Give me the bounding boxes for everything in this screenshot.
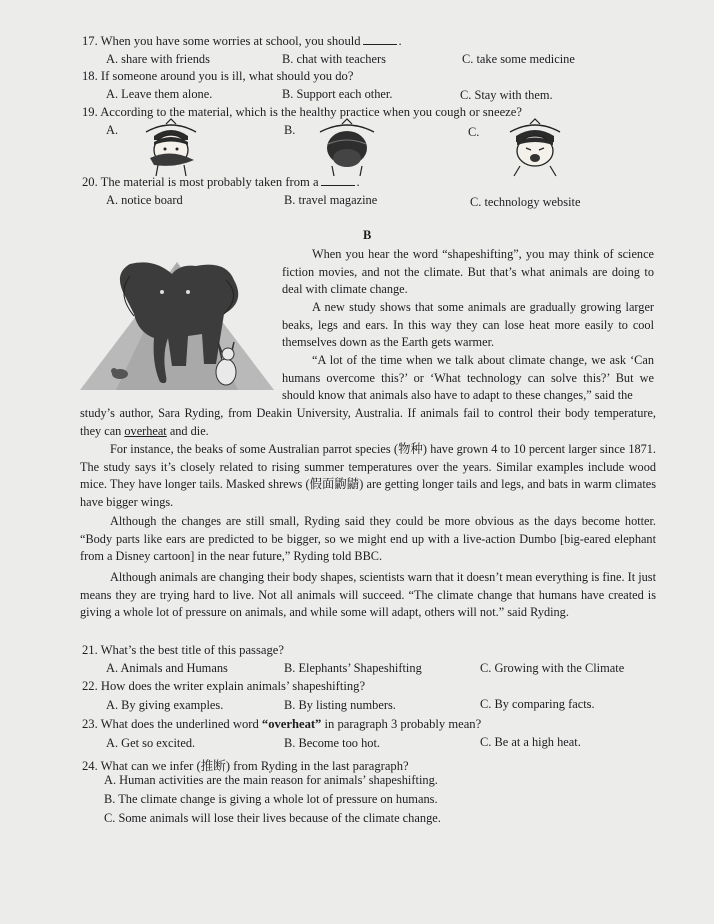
passage-paragraph-5: Although the changes are still small, Ryding said they could be more obvious as the days become hotter. “Body parts like ears are predicted to be bigger, so we might end up with a live-action Dumbo [big-eared elephant from a Disney cartoon] in the near future,” Ryding told BBC. [80, 514, 656, 564]
option-21b: B. Elephants’ Shapeshifting [284, 661, 422, 675]
passage-paragraph-3-bottom: study’s author, Sara Ryding, from Deakin University, Australia. If animals fail to control their body temperature, they can overheat and die. [80, 406, 656, 438]
option-24b: B. The climate change is giving a whole lot of pressure on humans. [104, 792, 438, 806]
option-17a: A. share with friends [106, 52, 210, 66]
question-21: 21. What’s the best title of this passage? [82, 643, 284, 657]
passage-paragraph-2: A new study shows that some animals are gradually growing larger beaks, legs and ears. In this way they can lose heat more easily to cool themselves down as the Earth gets warmer. [282, 300, 654, 350]
option-20c: C. technology website [470, 195, 581, 209]
option-24c: C. Some animals will lose their lives because of the climate change. [104, 811, 441, 825]
option-19c-label: C. [468, 125, 480, 139]
option-22b: B. By listing numbers. [284, 698, 396, 712]
option-23a: A. Get so excited. [106, 736, 196, 750]
option-23c: C. Be at a high heat. [480, 735, 581, 749]
question-20-stem: 20. The material is most probably taken from a [82, 175, 319, 189]
section-heading: B [363, 228, 372, 242]
question-18: 18. If someone around you is ill, what should you do? [82, 69, 354, 83]
child-cough-elbow-picture [136, 118, 206, 178]
option-22c: C. By comparing facts. [480, 697, 595, 711]
option-18c: C. Stay with them. [460, 88, 553, 102]
option-24a: A. Human activities are the main reason for animals’ shapeshifting. [104, 773, 438, 787]
question-23: 23. What does the underlined word “overheat” in paragraph 3 probably mean? [82, 717, 482, 731]
option-18b: B. Support each other. [282, 87, 393, 101]
option-17c: C. take some medicine [462, 52, 575, 66]
option-21c: C. Growing with the Climate [480, 661, 625, 675]
option-18a: A. Leave them alone. [106, 87, 213, 101]
passage-paragraph-3-top: “A lot of the time when we talk about climate change, we ask ‘Can humans overcome this?’ or ‘What technology can solve this?’ But we should know that animals also have to adapt to these changes,” said the [282, 353, 654, 403]
question-19: 19. According to the material, which is the healthy practice when you cough or sneeze? [82, 105, 522, 119]
underlined-word: overheat [124, 423, 167, 438]
question-20: 20. The material is most probably taken from a . [82, 175, 360, 189]
passage-paragraph-6: Although animals are changing their body shapes, scientists warn that it doesn’t mean everything is fine. It just means they are trying hard to live. Not all animals will succeed. “The climate change that humans have created is giving a whole lot of pressure on animals, and while some will adapt, others will not.” said Ryding. [80, 570, 656, 620]
question-17: 17. When you have some worries at school, you should . [82, 34, 402, 48]
answer-blank [363, 44, 397, 45]
option-21a: A. Animals and Humans [106, 661, 228, 675]
child-sneeze-open-picture [500, 118, 570, 178]
option-17b: B. chat with teachers [282, 52, 386, 66]
option-20b: B. travel magazine [284, 193, 378, 207]
option-20a: A. notice board [106, 193, 183, 207]
question-24: 24. What can we infer (推断) from Ryding in the last paragraph? [82, 759, 409, 773]
passage-paragraph-1: When you hear the word “shapeshifting”, you may think of science fiction movies, and not the climate. But that’s what animals are doing to deal with climate change. [282, 247, 654, 297]
option-23b: B. Become too hot. [284, 736, 381, 750]
passage-paragraph-4: For instance, the beaks of some Australian parrot species (物种) have grown 4 to 10 percent larger since 1871. The study says it’s closely related to rising summer temperatures over the years. Similar examples include wood mice. They have longer tails. Masked shrews (假面鼩鼱) are getting longer tails and legs, and bats in warm climates have bigger wings. [80, 442, 656, 509]
option-19a-label: A. [106, 123, 119, 137]
option-19b-label: B. [284, 123, 296, 137]
child-cough-hand-picture [312, 118, 382, 178]
question-22: 22. How does the writer explain animals’ shapeshifting? [82, 679, 366, 693]
answer-blank [321, 185, 355, 186]
question-17-stem: 17. When you have some worries at school, you should [82, 34, 361, 48]
quoted-word: “overheat” [261, 717, 322, 731]
elephant-illustration [76, 254, 278, 394]
option-22a: A. By giving examples. [106, 698, 224, 712]
